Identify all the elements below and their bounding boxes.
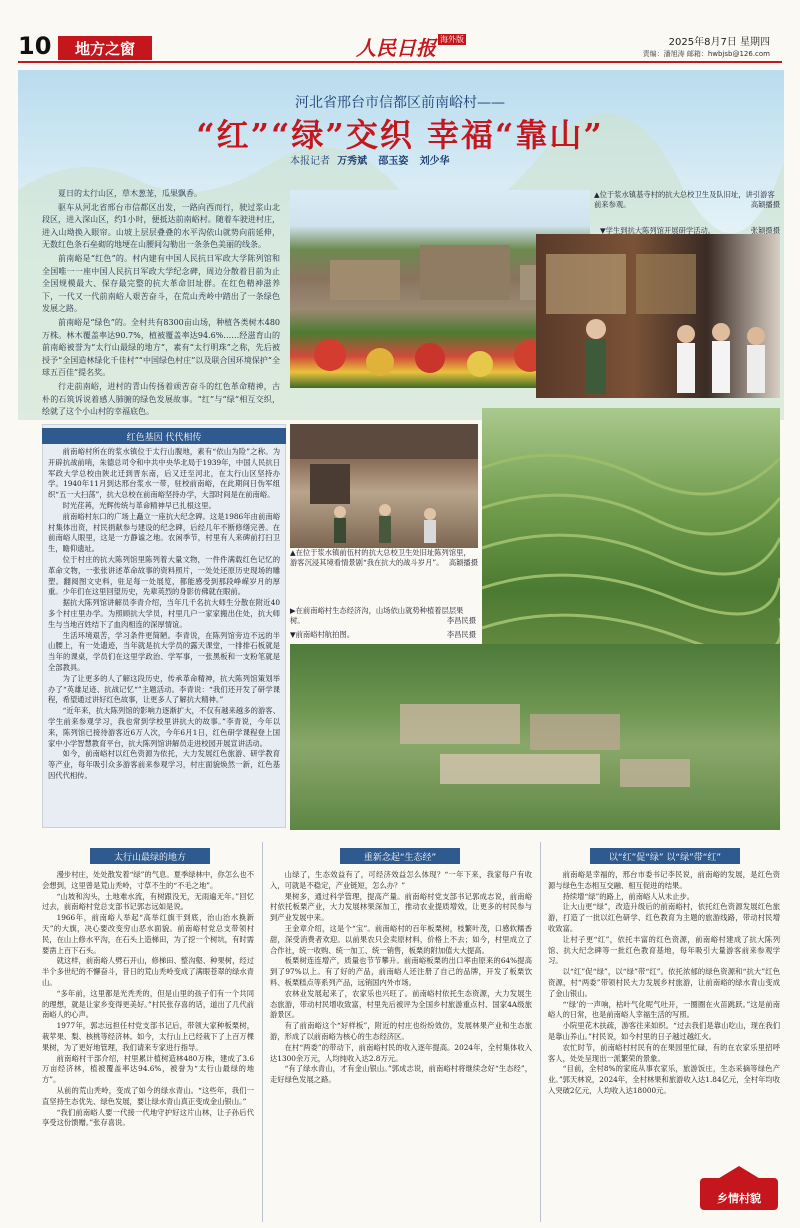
aerial-illustration bbox=[290, 644, 780, 830]
aerial-village-photo bbox=[290, 644, 780, 830]
section-1-body bbox=[48, 447, 280, 823]
body-paragraph: “近年来，抗大陈列馆的影响力逐渐扩大，不仅有越来越多的游客、学生前来参观学习，我也常到学校里讲抗大的故事。”李青说，今年以来，陈列馆已接待游客近6万人次，今年6月1日，红色研学课程登上国家中小学智慧教育平台，抗大陈列馆讲解员走进校园开展宣讲活动。 bbox=[48, 706, 280, 748]
caption-2-text: ▲位于浆水镇基寺村的抗大总校卫生及队旧址，讲引游客前来参观。 bbox=[594, 190, 775, 209]
body-paragraph: “目前，全村8%的家庭从事农家乐，旅游饭庄，生态采摘等绿色产业。”郭天林说，2024年，全村林果和旅游收入达1.84亿元，全村年均收入突破2亿元，人均收入达18000元。 bbox=[548, 1064, 780, 1095]
body-paragraph: 从前的荒山秃岭，变成了如今的绿水青山。“这些年，我们一直坚持生态优先、绿色发展，要让绿水青山真正变成金山银山。” bbox=[42, 1085, 254, 1106]
body-paragraph: 据抗大陈列馆讲解员李青介绍，当年几千名抗大师生分散在附近40多个村庄里办学。为照顾抗大学员，村里几户一家家搬出住处，抗大师生与当地百姓结下了血肉相连的深厚情谊。 bbox=[48, 598, 280, 629]
body-paragraph: 农忙时节，前南峪村村民有的在果园里忙碌，有的在农家乐里招呼客人，处处呈现出一派繁荣的景象。 bbox=[548, 1042, 780, 1063]
author: 万秀斌 bbox=[337, 156, 368, 167]
lead-paragraph: 前南峪是“红色”的。村内建有中国人民抗日军政大学陈列馆和全国唯一一座中国人民抗日军政大学纪念碑，周边分散着目前为止全国规模最大、保存最完整的抗大革命旧址群。在红色精神滋养下，一代又一代前南峪人艰苦奋斗，在荒山秃岭中踏出了一条绿色发展之路。 bbox=[42, 253, 280, 314]
page-number: 10 bbox=[18, 32, 52, 60]
body-paragraph: 前南峪是幸福的，邢台市委书记李民说，前南峪的发展，是红色资源与绿色生态相互交融、相互促进的结果。 bbox=[548, 870, 780, 890]
body-paragraph: 王金章介绍，这是个“宝”。前南峪村的百年板栗树，枝繁叶茂，口感软糯香甜，深受消费者欢迎。以前果农只会卖原材料，价格上不去；如今，村里成立了合作社，统一收购、统一加工、统一销售，板栗的附加值大大提高。 bbox=[270, 923, 532, 955]
body-paragraph: 时光荏苒，光辉传统与革命精神早已扎根这里。 bbox=[62, 500, 216, 510]
caption-6 bbox=[290, 630, 476, 640]
newspaper-logo: 人民日报 bbox=[356, 36, 436, 60]
caption-6-credit: 李昌民摄 bbox=[446, 630, 476, 639]
caption-4-text: ▲在位于浆水镇前伍村的抗大总校卫生处旧址陈列馆里，游客沉浸其境看情景剧“我在抗大的战斗岁月”。 bbox=[290, 548, 471, 567]
body-paragraph: 农林业发展起来了，农家乐也兴旺了。前南峪村依托生态资源，大力发展生态旅游，带动村民增收致富，村里先后被评为全国乡村旅游重点村、国家4A级旅游景区。 bbox=[270, 988, 532, 1020]
lead-paragraph: 行走前南峪，进村的青山传扬着顽苦奋斗的红色革命精神，古朴的石筑诉说着感人肺腑的绿色发展故事。“红”与“绿”相互交织，绘就了这个小山村的幸福底色。 bbox=[42, 381, 280, 417]
byline-prefix: 本报记者 bbox=[290, 156, 330, 167]
header-rule bbox=[18, 61, 782, 63]
terraces-illustration bbox=[482, 408, 780, 668]
body-paragraph: 就这样，前南峪人劈石开山，修梯田、整沟壑、种果树，经过半个多世纪的不懈奋斗，昔日的荒山秃岭变成了满眼苍翠的绿水青山。 bbox=[42, 956, 254, 987]
house-icon bbox=[712, 1164, 766, 1182]
section-1-title: 红色基因 代代相传 bbox=[42, 428, 286, 444]
editor-line: 责编：潘旭涛 邮箱：hwbjsb@126.com bbox=[642, 50, 770, 58]
column-seal bbox=[700, 1178, 778, 1210]
body-paragraph: 为了让更多的人了解这段历史，传承革命精神，抗大陈列馆策划举办了“英雄足迹、抗战记忆“”主题活动。李青说：“我们还开发了研学课程，希望通过讲好红色故事，让更多人了解抗大精神。” bbox=[48, 673, 280, 705]
body-paragraph: “多年前，这里都是光秃秃的，但是山里的孩子们有一个共同的理想，就是让家乡变得更美好。”村民张存喜的话，道出了几代前南峪人的心声。 bbox=[42, 988, 254, 1020]
body-paragraph: 让大山更“绿”，改造升级后的前南峪村，依托红色资源发展红色旅游，打造了一批以红色研学、红色教育为主题的旅游线路，带动村民增收致富。 bbox=[548, 902, 780, 933]
caption-3-credit: 张颖摄摄 bbox=[750, 226, 780, 235]
body-paragraph: 让村子更“红”，依托丰富的红色资源，前南峪村建成了抗大陈列馆、抗大纪念碑等一批红色教育基地，每年吸引大量游客前来参观学习。 bbox=[548, 934, 780, 966]
body-paragraph: 漫步村庄，处处散发着“绿”的气息。夏季绿林中，你怎么也不会想到，这里曾是荒山秃岭，寸草不生的“不毛之地”。 bbox=[42, 870, 254, 890]
article-headline: “红”“绿”交织 幸福“靠山” bbox=[196, 116, 604, 154]
body-paragraph: 位于村庄的抗大陈列馆里陈列着大量文物，一件件满载红色记忆的革命文物，一张张讲述革命故事的资料照片，一处处还原历史现场的雕塑。翻阅图文史料，驻足每一处展览，都能感受到那段峥嵘岁月的厚重。少年们在这里回望历史，先辈英烈的身影仿佛就在眼前。 bbox=[48, 554, 280, 597]
body-paragraph: 前南峪村干部介绍，村里累计植树造林480万株，建成了3.6万亩经济林，植被覆盖率达94.6%，被誉为“太行山最绿的地方”。 bbox=[42, 1053, 254, 1085]
body-paragraph: “我们前南峪人要一代接一代地守护好这片山林，让子孙后代享受这份馈赠。”张存喜说。 bbox=[42, 1107, 254, 1128]
logo-subtitle: 海外版 bbox=[440, 35, 464, 44]
section-2-title: 太行山最绿的地方 bbox=[90, 848, 210, 864]
museum-students-illustration bbox=[536, 234, 780, 398]
courtyard-performance-photo bbox=[290, 424, 478, 548]
body-paragraph: 1966年，前南峪人举起“高举红旗干到底，治山治水换新天”的大旗，决心要改变穷山恶水面貌。前南峪村党总支带领村民，在山上修水平沟，在石头上造梯田，为了挖一个树坑，有时需要凿上百下石头。 bbox=[42, 913, 254, 955]
museum-students-photo bbox=[536, 234, 780, 398]
lead-paragraph: 驱车从河北省邢台市信都区出发，一路向西而行，驶过浆山北段区，进入深山区，约1小时，便抵达前南峪村。随着车驶进村庄，进入山坳换入眼帘。山坡上层层叠叠的水平沟依山就势向前延伸，无数红色条石垒砌的地埂在山腰间勾勒出一条条色美丽的线条。 bbox=[42, 202, 280, 250]
body-paragraph: 小院里花木扶疏，游客往来如织。“过去我们是靠山吃山，现在我们是靠山养山。”村民说，如今村里的日子越过越红火。 bbox=[548, 1021, 780, 1041]
body-paragraph: “‘绿’的一声响，枯叶气化呢气吐开，一圈圈在火苗跳跃。”这是前南峪人的日常，也是前南峪人幸福生活的写照。 bbox=[548, 999, 780, 1020]
caption-3 bbox=[600, 226, 780, 236]
byline bbox=[290, 152, 454, 167]
caption-4-credit: 高颖播摄 bbox=[448, 558, 478, 567]
body-paragraph: 1977年，郭志远担任村党支部书记后，带领大家种板栗树，栽苹果、梨、核桃等经济林。如今，太行山上已经栽下了上百万棵果树，为了更好地管理，我们请来专家进行指导。 bbox=[42, 1021, 254, 1052]
body-paragraph: 在村“两委”的带动下，前南峪村民的收入逐年提高。2024年，全村集体收入达1300余万元，人均纯收入达2.8万元。 bbox=[270, 1042, 532, 1063]
column-divider bbox=[540, 842, 541, 1222]
section-4-body bbox=[548, 870, 780, 1174]
caption-5 bbox=[290, 606, 476, 626]
masthead bbox=[0, 0, 800, 62]
body-paragraph: 果树多，通过科学管理，提高产量。前南峪村党支部书记郭成志说，前南峪村依托板栗产业，大力发展林果深加工，推动农业提质增效，让更多的村民参与到产业发展中来。 bbox=[270, 891, 532, 923]
lead-paragraph: 夏日的太行山区，草木葱茏，瓜果飘香。 bbox=[58, 189, 202, 198]
body-paragraph: “山坡和沟头，土地难水流，有树跟没无，无雨遍无年。”回忆过去，前南峪村党总支部书记郭志远如是说。 bbox=[42, 891, 254, 912]
terraced-hills-photo bbox=[482, 408, 780, 668]
body-paragraph: 山绿了，生态效益有了，可经济效益怎么体现？“一年下来，我家每户有收入，可就是不稳定，产业链短，怎么办？” bbox=[270, 870, 532, 890]
body-paragraph: 持续增“绿”的路上，前南峪人从未止步。 bbox=[562, 891, 695, 901]
courtyard-illustration bbox=[290, 424, 478, 548]
caption-6-text: ▼前南峪村航拍图。 bbox=[290, 630, 354, 639]
section-2-body bbox=[42, 870, 254, 1220]
section-3-body bbox=[270, 870, 532, 1220]
body-paragraph: 板栗树连连增产，质量也节节攀升。前南峪板栗的出口率由原来的64%提高到了97%以上。有了好的产品，前南峪人还注册了自己的品牌，开发了板栗饮料、板栗糕点等系列产品，远销国内外市场。 bbox=[270, 956, 532, 987]
caption-2 bbox=[594, 190, 780, 210]
article-kicker: 河北省邢台市信都区前南峪村—— bbox=[295, 95, 505, 111]
body-paragraph: 如今，前南峪村以红色资源为依托，大力发展红色旅游、研学教育等产业，每年吸引众多游客前来参观学习，村庄面貌焕然一新，红色基因代代相传。 bbox=[48, 749, 280, 780]
article-lead bbox=[42, 188, 280, 420]
lead-paragraph: 前南峪是“绿色”的。全村共有8300亩山场，种植各类树木480万株。林木覆盖率达90.7%，植被覆盖率达94.6%……经滋育山的前南峪被誉为“太行山最绿的地方”，素有“太行明珠”之称，先后被授予“全国造林绿化千佳村”“中国绿色村庄”以及联合国环境保护“全球五百佳”提名奖。 bbox=[42, 317, 280, 378]
body-paragraph: 有了前南峪这个“好样板”，附近的村庄也纷纷效仿，发展林果产业和生态旅游，形成了以前南峪为核心的生态经济区。 bbox=[270, 1021, 532, 1041]
caption-3-text: ▼学生到抗大陈列馆开展研学活动。 bbox=[600, 226, 716, 235]
section-label: 地方之窗 bbox=[58, 36, 152, 60]
issue-date: 2025年8月7日 星期四 bbox=[668, 37, 770, 48]
caption-5-credit: 李昌民摄 bbox=[446, 616, 476, 625]
seal-house-icon bbox=[712, 1164, 766, 1185]
body-paragraph: “有了绿水青山，才有金山银山。”郭成志说，前南峪村将继续念好“生态经”，走好绿色发展之路。 bbox=[270, 1064, 532, 1085]
body-paragraph: 以“红”促“绿”，以“绿”带“红”。依托浓郁的绿色资源和“抗大”红色资源，村“两委”带领村民大力发展乡村旅游，让前南峪的绿水青山变成了金山银山。 bbox=[548, 967, 780, 998]
caption-2-credit: 高颖播摄 bbox=[750, 200, 780, 209]
column-divider bbox=[262, 842, 263, 1222]
author: 邵玉姿 bbox=[378, 156, 409, 167]
author: 刘少华 bbox=[419, 156, 450, 167]
body-paragraph: 生活环境艰苦，学习条件更简陋。李青说，在陈列馆旁边不远的半山腰上，有一处遗迹，当年就是抗大学员的露天课堂，一排排石板就是当年的课桌，学员们在这里学政治、学军事，一张黑板和一支粉笔就是全部教具。 bbox=[48, 630, 280, 672]
section-3-title: 重新念起“生态经” bbox=[340, 848, 460, 864]
body-paragraph: 前南峪村东口的广场上矗立一座抗大纪念碑。这是1986年由前南峪村集体出资，村民捐献参与建设的纪念碑，后经几年不断修缮完善。在前南峪人眼里，这是一方静谧之地。农闲季节，村里有人来碑前打扫卫生，瞻仰遗址。 bbox=[48, 511, 280, 554]
seal-text: 乡情村貌 bbox=[717, 1192, 761, 1205]
body-paragraph: 前南峪村所在的浆水镇位于太行山腹地，素有“依山为险”之称。为开辟抗战前哨，朱德总司令和中共中央华北局于1939年，中国人民抗日军政大学总校由陕北迁到晋东南，后又迁至河北，在太行山区坚持办学。1940年11月到达邢台浆水一带，驻校前南峪，在此期间日伪军组织“五一大扫荡”，抗大总校在前南峪坚持办学，大部时间是在前南峪。 bbox=[48, 447, 280, 500]
section-4-title: 以“红”促“绿” 以“绿”带“红” bbox=[590, 848, 740, 864]
caption-4 bbox=[290, 548, 478, 568]
caption-5-text: ▶在前南峪村生态经济沟，山场依山就势种植着层层果树。 bbox=[290, 606, 464, 625]
